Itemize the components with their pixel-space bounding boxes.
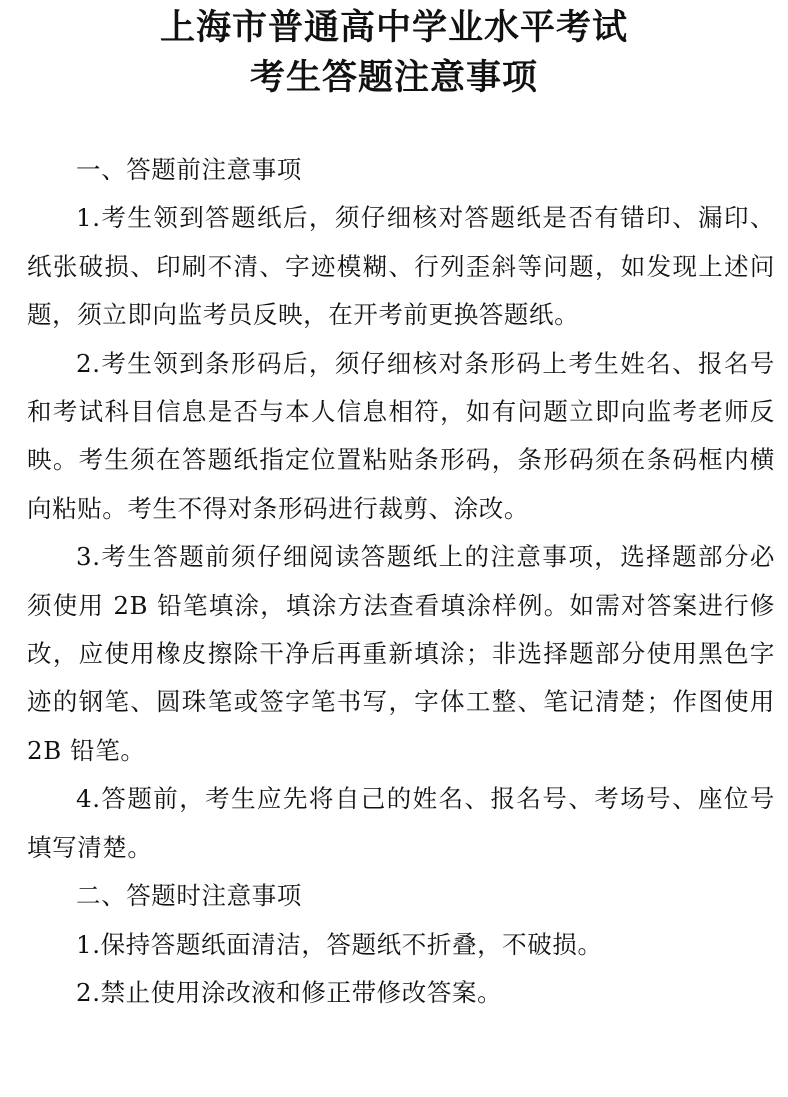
rule-paragraph: 1.考生领到答题纸后，须仔细核对答题纸是否有错印、漏印、纸张破损、印刷不清、字迹模糊、行列歪斜等问题，如发现上述问题，须立即向监考员反映，在开考前更换答题纸。 [27,203,775,330]
section-heading-while-answering: 二、答题时注意事项 [76,881,302,911]
rule-paragraph: 1.保持答题纸面清洁，答题纸不折叠，不破损。 [76,929,603,959]
section-heading-before-answering: 一、答题前注意事项 [76,155,302,184]
rule-paragraph: 4.答题前，考生应先将自己的姓名、报名号、考场号、座位号填写清楚。 [27,784,775,862]
rule-paragraph: 2.考生领到条形码后，须仔细核对条形码上考生姓名、报名号和考试科目信息是否与本人信息相符，如有问题立即向监考老师反映。考生须在答题纸指定位置粘贴条形码，条形码须在条码框内横向粘贴。考生不得对条形码进行裁剪、涂改。 [27,348,775,523]
rule-paragraph: 2.禁止使用涂改液和修正带修改答案。 [76,977,503,1007]
document-title-line-2: 考生答题注意事项 [249,57,538,98]
document-body [27,146,775,1017]
rule-paragraph: 3.考生答题前须仔细阅读答题纸上的注意事项，选择题部分必须使用 2B 铅笔填涂，填涂方法查看填涂样例。如需对答案进行修改，应使用橡皮擦除干净后再重新填涂；非选择题部分使用黑色字迹的钢笔、圆珠笔或签字笔书写，字体工整、笔记清楚；作图使用 2B 铅笔。 [27,542,775,765]
document-title-line-1: 上海市普通高中学业水平考试 [159,7,628,48]
